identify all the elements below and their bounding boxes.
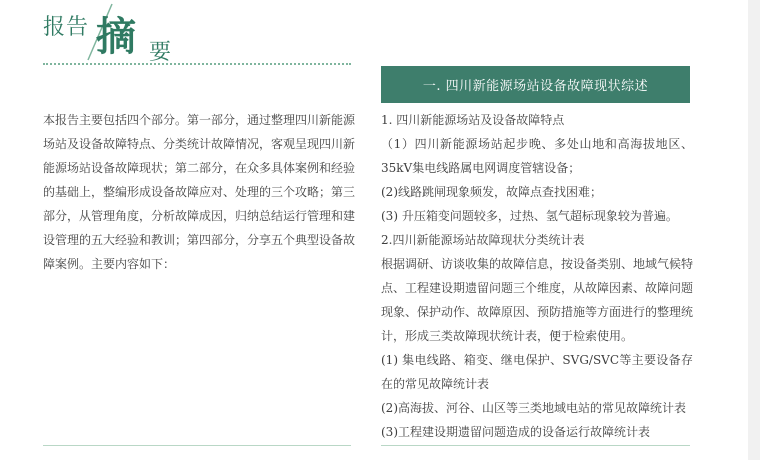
summary-paragraph: 本报告主要包括四个部分。第一部分，通过整理四川新能源场站及设备故障特点、分类统计故障情况，客观呈现四川新能源场站设备故障现状；第二部分，在众多具体案例和经验的基础上，整编形成设备故障应对、处理的三个攻略；第三部分，从管理角度，分析故障成因，归纳总结运行管理和建设管理的五大经验和教训；第四部分，分享五个典型设备故障案例。主要内容如下： bbox=[43, 113, 356, 271]
section-header-label: 一. 四川新能源场站设备故障现状综述 bbox=[422, 79, 649, 94]
right-bottom-divider bbox=[381, 445, 690, 446]
section-header bbox=[381, 66, 690, 103]
section-line: (2)线路跳闸现象频发，故障点查找困难； bbox=[381, 185, 602, 199]
section-line: 根据调研、访谈收集的故障信息，按设备类别、地域气候特点、工程建设期遗留问题三个维度，从故障因素、故障问题现象、保护动作、故障原因、预防措施等方面进行的整理统计，形成三类故障现状统计表，便于检索使用。 bbox=[381, 257, 694, 343]
section-line: (1) 集电线路、箱变、继电保护、SVG/SVC等主要设备存在的常见故障统计表 bbox=[381, 353, 693, 391]
section-line: 1. 四川新能源场站及设备故障特点 bbox=[381, 113, 565, 127]
section-line: (3) 升压箱变问题较多，过热、氢气超标现象较为普遍。 bbox=[381, 209, 678, 223]
title-part-abstract-big: 摘 bbox=[96, 13, 136, 60]
section-line: (3)工程建设期遗留问题造成的设备运行故障统计表 bbox=[381, 425, 650, 439]
title-part-report: 报告 bbox=[43, 15, 90, 40]
title-dotted-divider bbox=[43, 63, 351, 65]
page-edge-strip bbox=[748, 0, 760, 460]
section-line: （1）四川新能源场站起步晚、多处山地和高海拔地区、35kV集电线路属电网调度管辖设备； bbox=[381, 137, 693, 175]
left-bottom-divider bbox=[43, 445, 351, 446]
title-part-abstract-small: 要 bbox=[149, 40, 172, 65]
section-line: (2)高海拔、河谷、山区等三类地域电站的常见故障统计表 bbox=[381, 401, 687, 415]
section-content bbox=[381, 108, 693, 444]
section-line: 2.四川新能源场站故障现状分类统计表 bbox=[381, 233, 585, 247]
